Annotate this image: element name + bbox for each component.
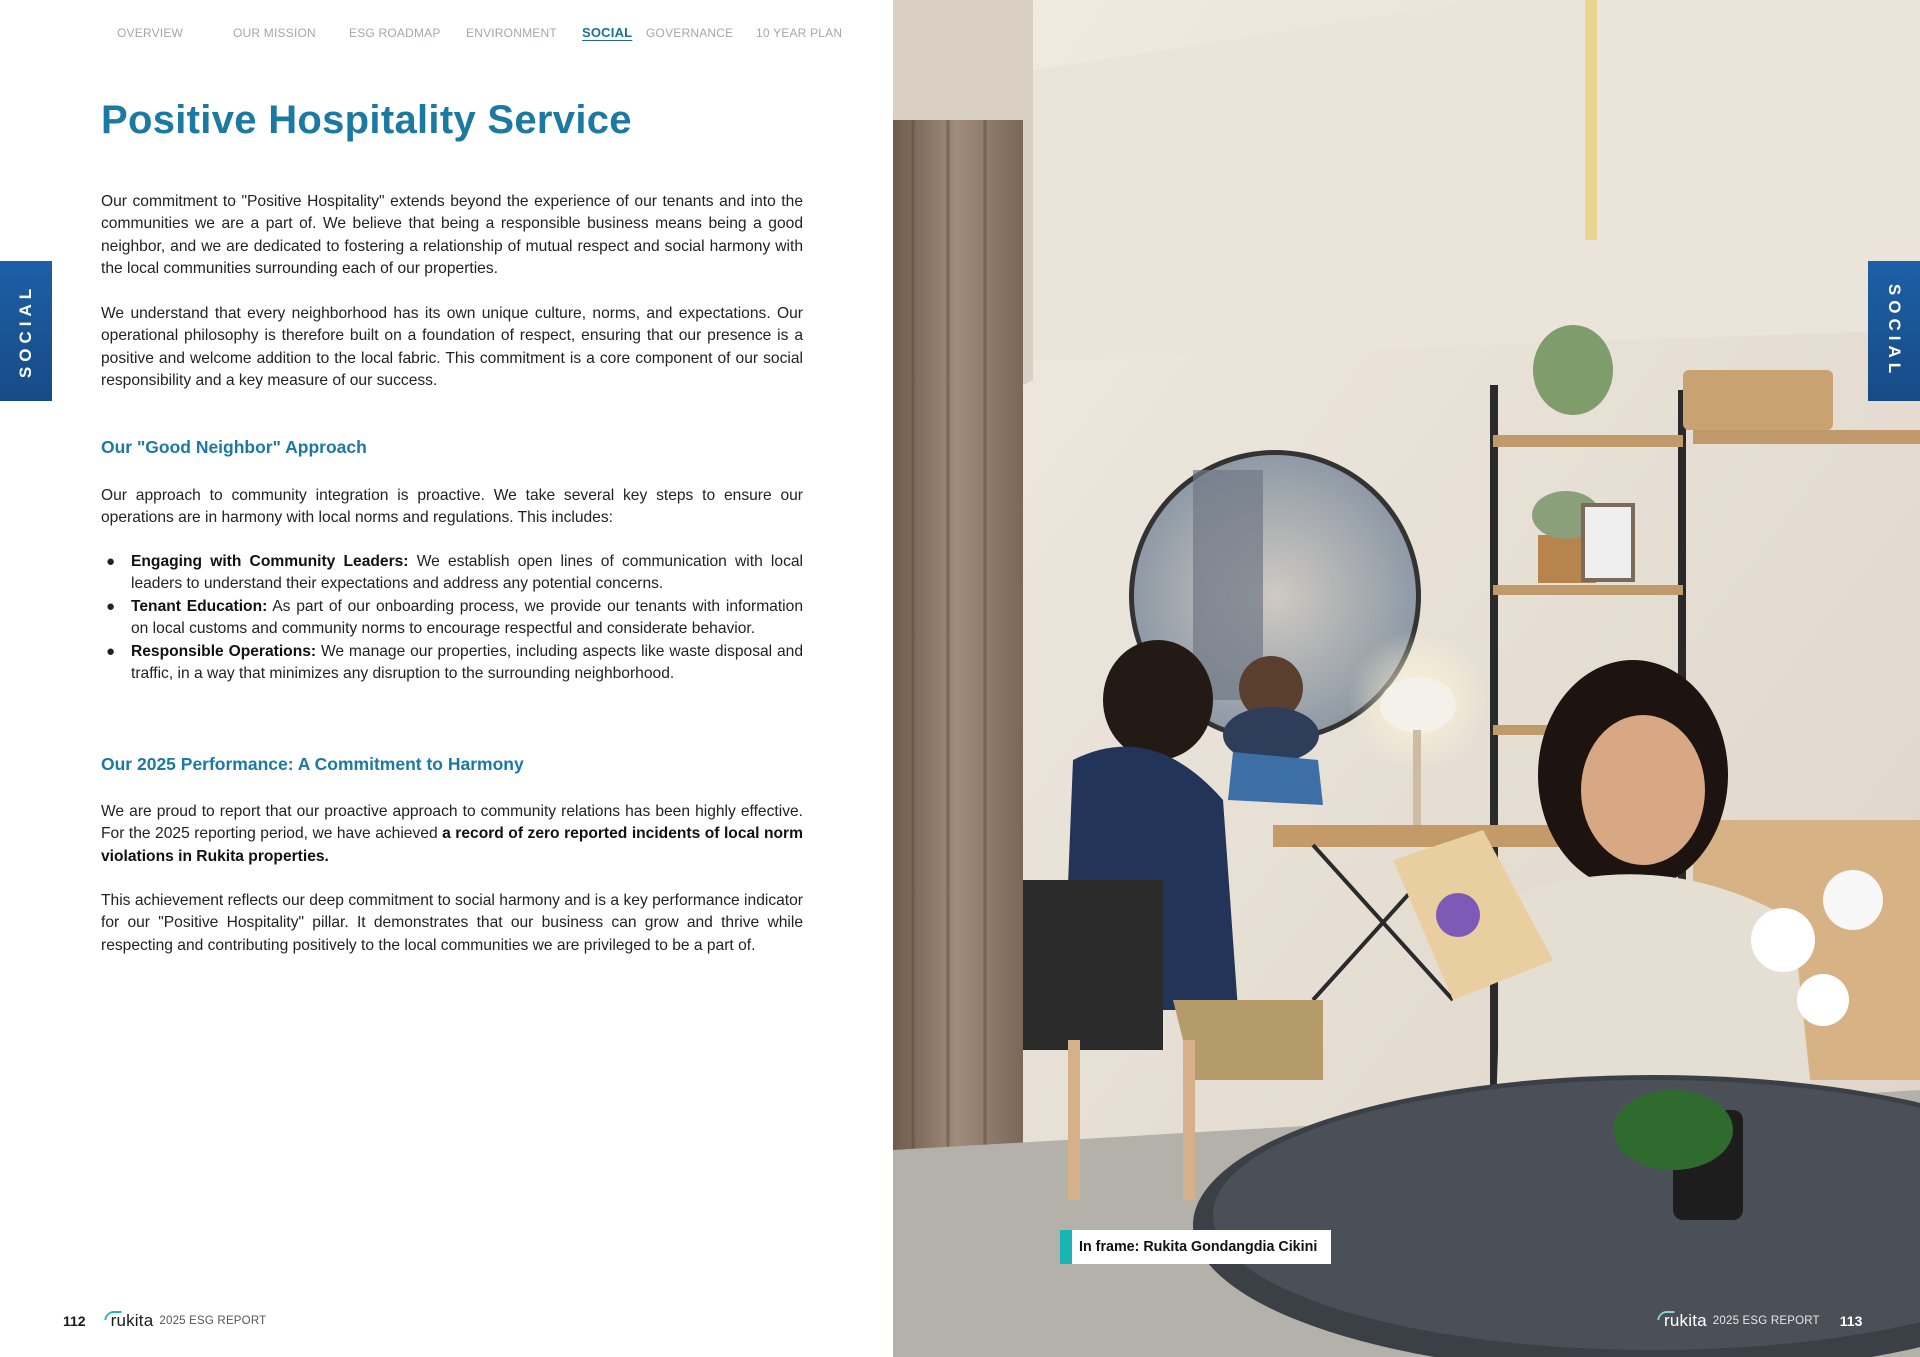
- brand-name: rukita: [1664, 1311, 1707, 1330]
- intro-paragraph-2: We understand that every neighborhood has its own unique culture, norms, and expectations. Our operational philosophy is therefore built on a foundation of respect, ensuring that our presence is a positive and welcome addition to the local fabric. This commitment is a core component of our social responsibility and a key measure of our success.: [101, 305, 803, 390]
- section-side-tab-right: [1868, 261, 1920, 401]
- report-label: 2025 ESG REPORT: [1712, 1315, 1820, 1327]
- section-navigation: [0, 26, 893, 44]
- page-title: Positive Hospitality Service: [101, 98, 632, 142]
- performance-heading: Our 2025 Performance: A Commitment to Harmony: [101, 754, 524, 774]
- good-neighbor-bullet-list: [101, 551, 803, 685]
- rukita-logo: [105, 1311, 154, 1331]
- performance-text: We are proud to report that our proactive approach to community relations has been highly effective. For the 2025 reporting period, we have achieved: [101, 803, 803, 843]
- intro-paragraph-1: Our commitment to "Positive Hospitality" extends beyond the experience of our tenants and into the communities we are a part of. We believe that being a responsible business means being a good neighbor, and we are dedicated to fostering a relationship of mutual respect and social harmony with the local communities surrounding each of our properties.: [101, 193, 803, 278]
- footer-left: [63, 1310, 266, 1332]
- list-item: [101, 596, 803, 641]
- nav-item-esg-roadmap[interactable]: ESG ROADMAP: [349, 26, 441, 40]
- good-neighbor-paragraph: Our approach to community integration is proactive. We take several key steps to ensure our operations are in harmony with local norms and regulations. This includes:: [101, 487, 803, 527]
- performance-paragraph-2: This achievement reflects our deep commitment to social harmony and is a key performance indicator for our "Positive Hospitality" pillar. It demonstrates that our business can grow and thrive while respecting and contributing positively to the local communities we are privileged to be a part of.: [101, 892, 803, 954]
- nav-item-governance[interactable]: GOVERNANCE: [646, 26, 734, 40]
- bullet-dot-icon: ●: [106, 553, 116, 570]
- bullet-dot-icon: ●: [106, 597, 116, 615]
- roof-icon: [1657, 1311, 1675, 1320]
- nav-item-environment[interactable]: ENVIRONMENT: [466, 26, 557, 40]
- footer-right: [1658, 1310, 1862, 1332]
- nav-item-overview[interactable]: OVERVIEW: [117, 26, 184, 40]
- rukita-logo: [1658, 1311, 1707, 1331]
- section-side-tab-left: [0, 261, 52, 401]
- bullet-title: Tenant Education:: [131, 597, 268, 615]
- bullet-text: As part of our onboarding process, we provide our tenants with information on local customs and community norms to encourage respectful and considerate behavior.: [131, 597, 803, 638]
- coliving-room-illustration: [893, 0, 1920, 1357]
- bullet-text: We establish open lines of communication with local leaders to understand their expectations and address any potential concerns.: [131, 553, 804, 593]
- nav-item-our-mission[interactable]: OUR MISSION: [233, 26, 316, 40]
- side-tab-label: SOCIAL: [16, 283, 36, 379]
- bullet-dot-icon: ●: [106, 642, 116, 660]
- page-number: 113: [1839, 1313, 1863, 1329]
- bullet-title: Responsible Operations:: [131, 642, 317, 660]
- report-label: 2025 ESG REPORT: [159, 1315, 267, 1327]
- brand-name: rukita: [110, 1311, 154, 1330]
- nav-item-social[interactable]: SOCIAL: [582, 25, 633, 40]
- list-item: [101, 551, 803, 596]
- side-tab-label: SOCIAL: [1885, 283, 1905, 379]
- good-neighbor-heading: Our "Good Neighbor" Approach: [101, 437, 367, 457]
- performance-highlight: a record of zero reported incidents of local norm violations in Rukita properties.: [101, 825, 803, 865]
- list-item: [101, 641, 803, 686]
- room-photo: [893, 0, 1920, 1357]
- nav-item-10-year-plan[interactable]: 10 YEAR PLAN: [756, 26, 843, 40]
- bullet-text: We manage our properties, including aspects like waste disposal and traffic, in a way that minimizes any disruption to the surrounding neighborhood.: [131, 642, 804, 683]
- bullet-title: Engaging with Community Leaders:: [131, 553, 409, 570]
- photo-caption: [1060, 1230, 1331, 1264]
- performance-paragraph-1: [101, 801, 803, 868]
- caption-text: In frame: Rukita Gondangdia Cikini: [1079, 1239, 1318, 1255]
- page-number: 112: [63, 1313, 86, 1329]
- roof-icon: [104, 1311, 122, 1320]
- left-page: [0, 0, 893, 1357]
- caption-accent-bar: [1060, 1230, 1072, 1264]
